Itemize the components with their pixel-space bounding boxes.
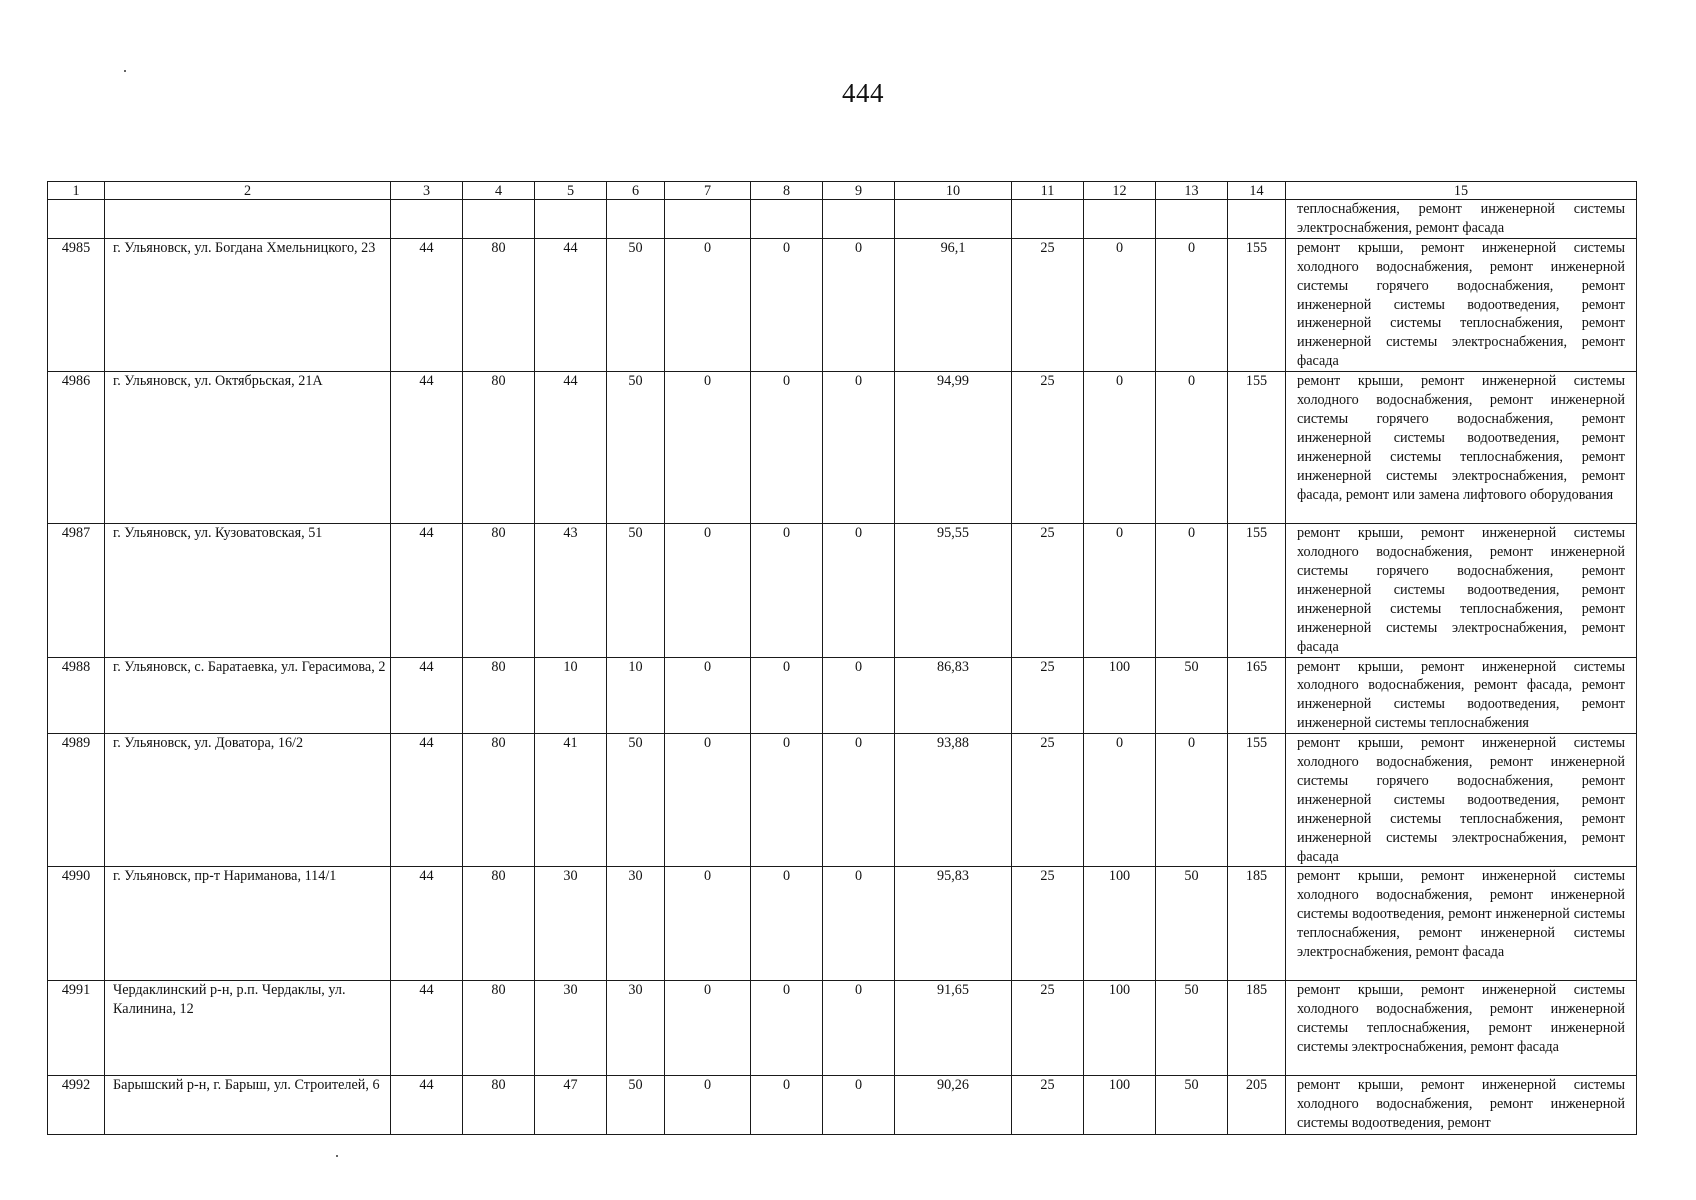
value-cell: 44 (391, 657, 463, 734)
value-cell: 0 (1156, 238, 1228, 371)
value-cell: 25 (1012, 734, 1084, 867)
value-cell: 10 (535, 657, 607, 734)
value-cell: 0 (823, 867, 895, 981)
row-number: 4985 (48, 238, 105, 371)
works-description-cell: теплоснабжения, ремонт инженерной системы электроснабжения, ремонт фасада (1286, 200, 1637, 239)
value-cell: 0 (823, 372, 895, 524)
value-cell: 100 (1084, 1076, 1156, 1135)
value-cell (823, 200, 895, 239)
value-cell: 205 (1228, 1076, 1286, 1135)
column-header: 4 (463, 182, 535, 200)
value-cell: 0 (823, 734, 895, 867)
value-cell: 0 (665, 524, 751, 657)
column-header: 8 (751, 182, 823, 200)
works-description-cell: ремонт крыши, ремонт инженерной системы холодного водоснабжения, ремонт инженерной системы горячего водоснабжения, ремонт инженерной системы водоотведения, ремонт инженерной системы теплоснабжения, ремонт инженерной системы электроснабжения, ремонт фасада, ремонт или замена лифтового оборудования (1286, 372, 1637, 524)
value-cell: 0 (1084, 372, 1156, 524)
value-cell (535, 200, 607, 239)
value-cell: 50 (607, 524, 665, 657)
value-cell: 0 (665, 981, 751, 1076)
value-cell (751, 200, 823, 239)
value-cell: 90,26 (895, 1076, 1012, 1135)
registry-table (47, 181, 1637, 1135)
address-cell (105, 200, 391, 239)
table-row (48, 1076, 1637, 1135)
value-cell: 25 (1012, 372, 1084, 524)
value-cell: 44 (391, 867, 463, 981)
table-row (48, 657, 1637, 734)
value-cell (391, 200, 463, 239)
row-number: 4986 (48, 372, 105, 524)
value-cell (665, 200, 751, 239)
value-cell: 0 (751, 524, 823, 657)
value-cell (1012, 200, 1084, 239)
value-cell: 0 (1156, 372, 1228, 524)
value-cell (895, 200, 1012, 239)
value-cell: 0 (823, 524, 895, 657)
value-cell: 80 (463, 734, 535, 867)
value-cell: 0 (751, 657, 823, 734)
value-cell: 0 (665, 867, 751, 981)
row-number (48, 200, 105, 239)
value-cell: 80 (463, 981, 535, 1076)
value-cell: 95,83 (895, 867, 1012, 981)
value-cell (1084, 200, 1156, 239)
value-cell: 50 (1156, 867, 1228, 981)
value-cell: 91,65 (895, 981, 1012, 1076)
value-cell: 25 (1012, 981, 1084, 1076)
value-cell: 25 (1012, 657, 1084, 734)
value-cell: 0 (1156, 524, 1228, 657)
value-cell: 80 (463, 524, 535, 657)
value-cell: 94,99 (895, 372, 1012, 524)
value-cell: 95,55 (895, 524, 1012, 657)
value-cell: 0 (665, 238, 751, 371)
value-cell: 0 (1084, 524, 1156, 657)
value-cell: 0 (823, 238, 895, 371)
value-cell: 80 (463, 238, 535, 371)
address-cell: г. Ульяновск, ул. Октябрьская, 21А (105, 372, 391, 524)
value-cell: 25 (1012, 524, 1084, 657)
address-cell: Барышский р-н, г. Барыш, ул. Строителей, 6 (105, 1076, 391, 1135)
column-header: 7 (665, 182, 751, 200)
value-cell: 0 (751, 734, 823, 867)
value-cell: 185 (1228, 981, 1286, 1076)
value-cell: 44 (391, 1076, 463, 1135)
value-cell: 25 (1012, 867, 1084, 981)
value-cell: 44 (391, 524, 463, 657)
value-cell: 10 (607, 657, 665, 734)
value-cell: 0 (823, 657, 895, 734)
value-cell: 44 (391, 981, 463, 1076)
value-cell: 0 (1084, 238, 1156, 371)
value-cell: 44 (535, 372, 607, 524)
value-cell: 96,1 (895, 238, 1012, 371)
address-cell: г. Ульяновск, пр-т Нариманова, 114/1 (105, 867, 391, 981)
value-cell: 50 (1156, 1076, 1228, 1135)
value-cell: 86,83 (895, 657, 1012, 734)
works-description-cell: ремонт крыши, ремонт инженерной системы холодного водоснабжения, ремонт фасада, ремонт инженерной системы водоотведения, ремонт инженерной системы теплоснабжения (1286, 657, 1637, 734)
table-row (48, 734, 1637, 867)
works-description-cell: ремонт крыши, ремонт инженерной системы холодного водоснабжения, ремонт инженерной системы горячего водоснабжения, ремонт инженерной системы водоотведения, ремонт инженерной системы теплоснабжения, ремонт инженерной системы электроснабжения, ремонт фасада (1286, 524, 1637, 657)
value-cell: 165 (1228, 657, 1286, 734)
table-row (48, 524, 1637, 657)
value-cell: 80 (463, 867, 535, 981)
value-cell: 30 (607, 867, 665, 981)
value-cell (463, 200, 535, 239)
value-cell: 155 (1228, 372, 1286, 524)
row-number: 4992 (48, 1076, 105, 1135)
value-cell: 185 (1228, 867, 1286, 981)
value-cell: 0 (665, 1076, 751, 1135)
table-row (48, 238, 1637, 371)
value-cell: 44 (391, 734, 463, 867)
value-cell (607, 200, 665, 239)
value-cell: 0 (751, 372, 823, 524)
value-cell: 0 (1156, 734, 1228, 867)
value-cell: 155 (1228, 238, 1286, 371)
column-header: 13 (1156, 182, 1228, 200)
value-cell: 0 (665, 372, 751, 524)
table-row (48, 867, 1637, 981)
table-row (48, 200, 1637, 239)
value-cell: 44 (535, 238, 607, 371)
column-header: 6 (607, 182, 665, 200)
value-cell: 50 (607, 372, 665, 524)
value-cell: 44 (391, 372, 463, 524)
value-cell (1156, 200, 1228, 239)
value-cell: 0 (751, 981, 823, 1076)
table-header-row (48, 182, 1637, 200)
value-cell: 100 (1084, 657, 1156, 734)
column-header: 12 (1084, 182, 1156, 200)
column-header: 14 (1228, 182, 1286, 200)
value-cell: 100 (1084, 867, 1156, 981)
value-cell (1228, 200, 1286, 239)
value-cell: 80 (463, 372, 535, 524)
works-description-cell: ремонт крыши, ремонт инженерной системы холодного водоснабжения, ремонт инженерной системы горячего водоснабжения, ремонт инженерной системы водоотведения, ремонт инженерной системы теплоснабжения, ремонт инженерной системы электроснабжения, ремонт фасада (1286, 734, 1637, 867)
works-description-cell: ремонт крыши, ремонт инженерной системы холодного водоснабжения, ремонт инженерной системы горячего водоснабжения, ремонт инженерной системы водоотведения, ремонт инженерной системы теплоснабжения, ремонт инженерной системы электроснабжения, ремонт фасада (1286, 238, 1637, 371)
address-cell: г. Ульяновск, ул. Богдана Хмельницкого, 23 (105, 238, 391, 371)
value-cell: 30 (607, 981, 665, 1076)
row-number: 4991 (48, 981, 105, 1076)
value-cell: 30 (535, 867, 607, 981)
column-header: 10 (895, 182, 1012, 200)
column-header: 1 (48, 182, 105, 200)
row-number: 4989 (48, 734, 105, 867)
address-cell: г. Ульяновск, ул. Кузоватовская, 51 (105, 524, 391, 657)
table-row (48, 981, 1637, 1076)
value-cell: 155 (1228, 734, 1286, 867)
value-cell: 25 (1012, 1076, 1084, 1135)
value-cell: 41 (535, 734, 607, 867)
value-cell: 43 (535, 524, 607, 657)
works-description-cell: ремонт крыши, ремонт инженерной системы холодного водоснабжения, ремонт инженерной системы водоотведения, ремонт инженерной системы теплоснабжения, ремонт инженерной системы электроснабжения, ремонт фасада (1286, 867, 1637, 981)
row-number: 4988 (48, 657, 105, 734)
address-cell: г. Ульяновск, с. Баратаевка, ул. Герасимова, 2 (105, 657, 391, 734)
value-cell: 25 (1012, 238, 1084, 371)
column-header: 5 (535, 182, 607, 200)
value-cell: 50 (1156, 981, 1228, 1076)
value-cell: 30 (535, 981, 607, 1076)
value-cell: 0 (1084, 734, 1156, 867)
value-cell: 44 (391, 238, 463, 371)
value-cell: 80 (463, 657, 535, 734)
column-header: 3 (391, 182, 463, 200)
works-description-cell: ремонт крыши, ремонт инженерной системы холодного водоснабжения, ремонт инженерной системы водоотведения, ремонт (1286, 1076, 1637, 1135)
value-cell: 50 (607, 734, 665, 867)
scan-speck (336, 1155, 338, 1157)
value-cell: 50 (607, 1076, 665, 1135)
value-cell: 50 (607, 238, 665, 371)
value-cell: 0 (823, 981, 895, 1076)
row-number: 4987 (48, 524, 105, 657)
value-cell: 0 (665, 657, 751, 734)
value-cell: 93,88 (895, 734, 1012, 867)
scan-speck (124, 70, 126, 72)
value-cell: 155 (1228, 524, 1286, 657)
value-cell: 0 (665, 734, 751, 867)
address-cell: г. Ульяновск, ул. Доватора, 16/2 (105, 734, 391, 867)
address-cell: Чердаклинский р-н, р.п. Чердаклы, ул. Калинина, 12 (105, 981, 391, 1076)
table-row (48, 372, 1637, 524)
value-cell: 0 (751, 867, 823, 981)
value-cell: 50 (1156, 657, 1228, 734)
value-cell: 0 (751, 1076, 823, 1135)
value-cell: 80 (463, 1076, 535, 1135)
value-cell: 100 (1084, 981, 1156, 1076)
column-header: 11 (1012, 182, 1084, 200)
works-description-cell: ремонт крыши, ремонт инженерной системы холодного водоснабжения, ремонт инженерной системы теплоснабжения, ремонт инженерной системы электроснабжения, ремонт фасада (1286, 981, 1637, 1076)
column-header: 2 (105, 182, 391, 200)
column-header: 15 (1286, 182, 1637, 200)
row-number: 4990 (48, 867, 105, 981)
value-cell: 0 (823, 1076, 895, 1135)
value-cell: 0 (751, 238, 823, 371)
column-header: 9 (823, 182, 895, 200)
value-cell: 47 (535, 1076, 607, 1135)
page-number: 444 (842, 78, 884, 108)
